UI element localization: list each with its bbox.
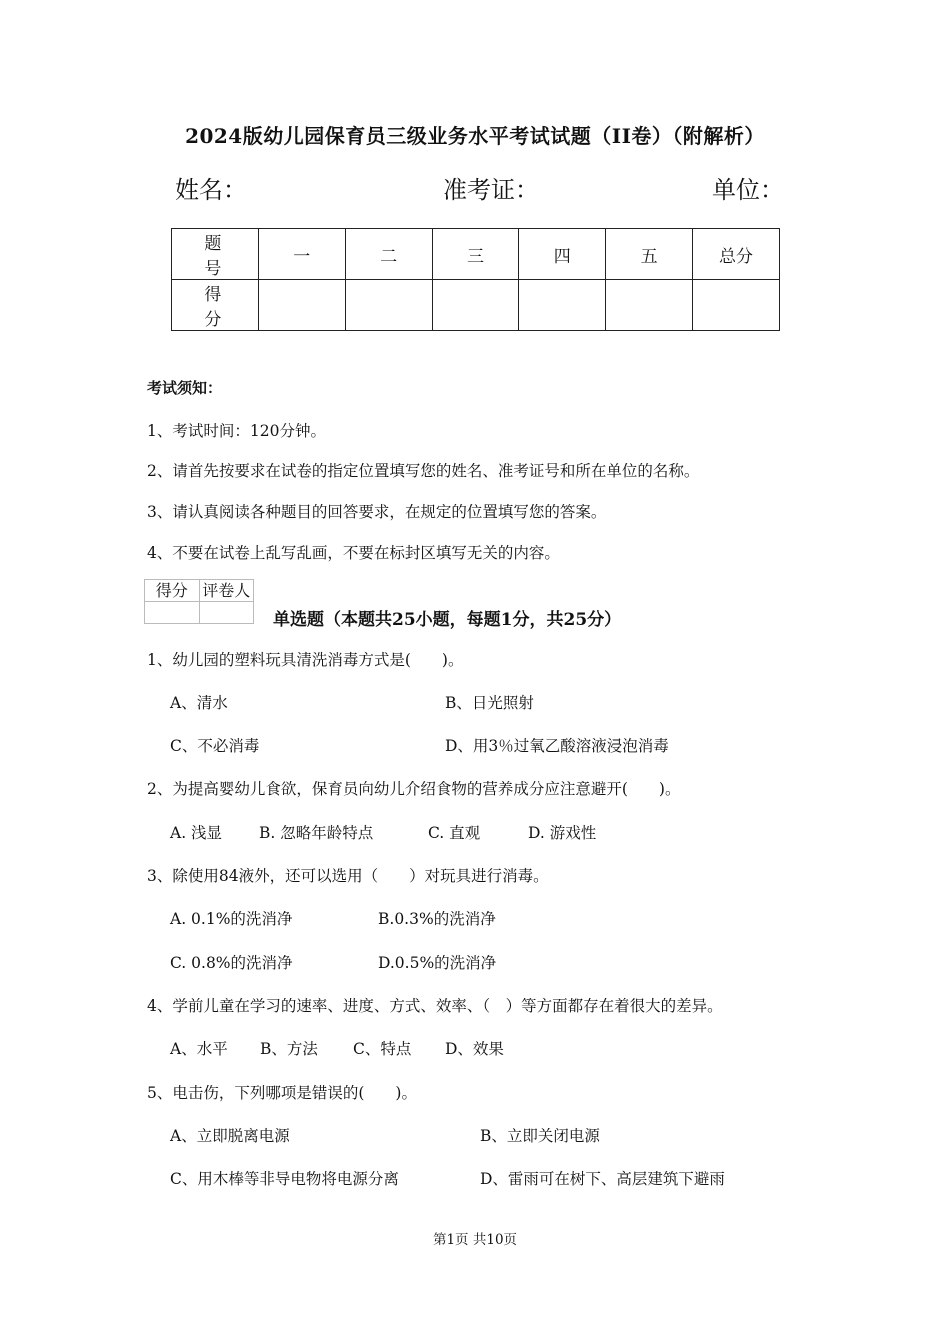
score-cell (258, 280, 345, 331)
exam-id-field-label: 准考证： (443, 176, 539, 204)
score-table-header-cell: 三 (432, 229, 519, 280)
question-stem: 3、除使用84液外，还可以选用（ ）对玩具进行消毒。 (147, 867, 549, 885)
option: B、方法 (260, 1040, 318, 1058)
page-footer: 第1页 共10页 (432, 1232, 518, 1248)
option: C、不必消毒 (170, 737, 260, 755)
question-stem: 1、幼儿园的塑料玩具清洗消毒方式是( )。 (147, 651, 464, 669)
option: D、用3％过氧乙酸溶液浸泡消毒 (445, 737, 669, 755)
score-table-header-cell: 总分 (693, 229, 780, 280)
grader-box-score-cell (145, 602, 200, 624)
option: C、特点 (353, 1040, 412, 1058)
option: A. 0.1%的洗消净 (170, 910, 293, 928)
grader-box-score-label: 得分 (145, 580, 200, 602)
grader-box-grader-label: 评卷人 (199, 580, 254, 602)
notice-item: 3、请认真阅读各种题目的回答要求，在规定的位置填写您的答案。 (147, 503, 607, 521)
score-table-header-cell: 二 (345, 229, 432, 280)
score-table-header-cell: 题 号 (172, 229, 259, 280)
unit-field-label: 单位： (712, 176, 784, 204)
option: B、立即关闭电源 (480, 1127, 600, 1145)
option: A. 浅显 (170, 824, 223, 842)
score-cell (519, 280, 606, 331)
score-cell (693, 280, 780, 331)
score-table-header-cell: 四 (519, 229, 606, 280)
score-table (171, 228, 780, 331)
question-stem: 2、为提高婴幼儿食欲，保育员向幼儿介绍食物的营养成分应注意避开( )。 (147, 780, 681, 798)
score-table-row-label: 得 分 (172, 280, 259, 331)
option: D、雷雨可在树下、高层建筑下避雨 (480, 1170, 725, 1188)
question-stem: 5、电击伤，下列哪项是错误的( )。 (147, 1084, 417, 1102)
grader-box (144, 579, 254, 624)
document-title: 2024版幼儿园保育员三级业务水平考试试题（II卷）（附解析） (185, 124, 765, 148)
option: A、水平 (170, 1040, 228, 1058)
option: A、立即脱离电源 (170, 1127, 290, 1145)
grader-box-grader-cell (199, 602, 254, 624)
score-cell (606, 280, 693, 331)
notice-item: 4、不要在试卷上乱写乱画，不要在标封区填写无关的内容。 (147, 544, 560, 562)
score-cell (345, 280, 432, 331)
option: B.0.3%的洗消净 (378, 910, 496, 928)
option: D. 游戏性 (528, 824, 597, 842)
name-field-label: 姓名： (175, 176, 247, 204)
section-title: 单选题（本题共25小题，每题1分，共25分） (273, 610, 622, 630)
option: B、日光照射 (445, 694, 534, 712)
option: D、效果 (445, 1040, 504, 1058)
score-table-header-row (172, 229, 780, 280)
option: A、清水 (170, 694, 228, 712)
option: C、用木棒等非导电物将电源分离 (170, 1170, 399, 1188)
question-stem: 4、学前儿童在学习的速率、进度、方式、效率、（ ）等方面都存在着很大的差异。 (147, 997, 723, 1015)
score-table-header-cell: 五 (606, 229, 693, 280)
option: B. 忽略年龄特点 (259, 824, 374, 842)
score-table-header-cell: 一 (258, 229, 345, 280)
score-table-score-row (172, 280, 780, 331)
notice-item: 1、考试时间：120分钟。 (147, 422, 326, 440)
score-cell (432, 280, 519, 331)
notice-title: 考试须知： (147, 379, 223, 397)
notice-item: 2、请首先按要求在试卷的指定位置填写您的姓名、准考证号和所在单位的名称。 (147, 462, 700, 480)
option: C. 直观 (428, 824, 481, 842)
option: D.0.5%的洗消净 (378, 954, 497, 972)
option: C. 0.8%的洗消净 (170, 954, 293, 972)
